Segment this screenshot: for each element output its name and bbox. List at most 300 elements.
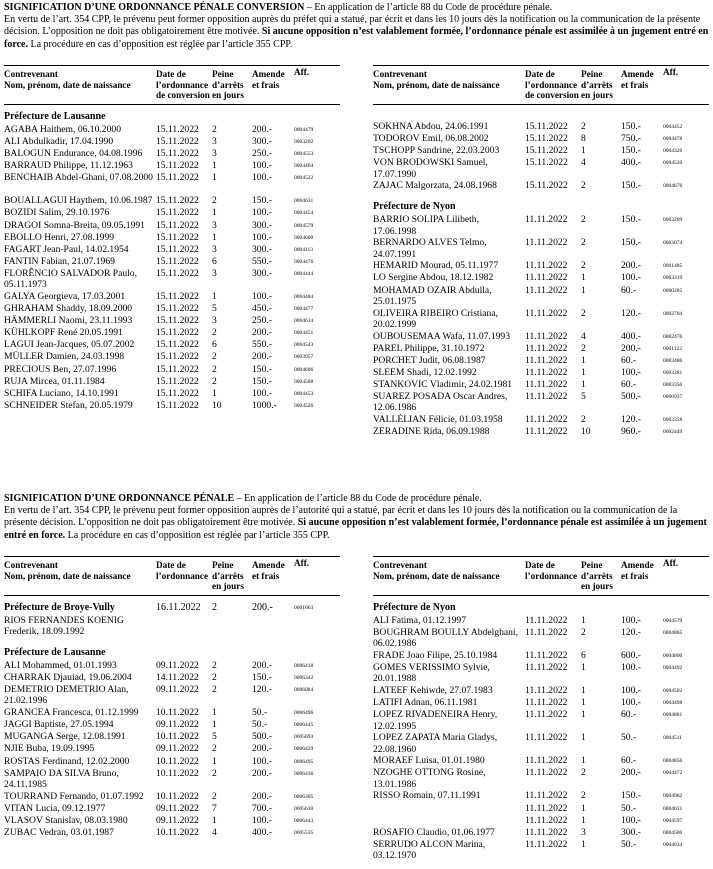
- fine-amount: 200.-: [252, 602, 273, 613]
- case-number: 0000285: [663, 287, 683, 294]
- table-row: [4, 232, 340, 244]
- table-row: [373, 627, 709, 650]
- header-aff: Aff.: [663, 558, 679, 568]
- fine-amount: 120.-: [252, 684, 272, 696]
- days-arrest: 1: [581, 354, 586, 366]
- table-body: [4, 596, 340, 839]
- fine-amount: 200.-: [621, 260, 641, 272]
- table-column-left: [4, 556, 340, 839]
- table-row: [373, 214, 709, 237]
- case-number: 0005535: [294, 829, 314, 836]
- table-row: [373, 391, 709, 414]
- notice-bold-warning: Si aucune opposition n’est valablement formée, l’ordonnance pénale est assimilée à un jugement entré en force.: [4, 517, 707, 541]
- order-date: 11.11.2022: [525, 272, 568, 284]
- header-aff: Aff.: [663, 67, 679, 77]
- prefecture-heading: [4, 111, 340, 124]
- order-date: 15.11.2022: [525, 157, 568, 169]
- notice-paragraph: En vertu de l’art. 354 CPP, le prévenu peut former opposition auprès de l’autorité qui a statué, par écrit et dans les 10 jours dès la notification ou la communication de la présente décision. L’opposition ne doit pas obligatoirement être motivée.: [4, 505, 678, 529]
- fine-amount: 750.-: [621, 133, 641, 145]
- header-name: Contrevenant Nom, prénom, date de naissance: [373, 560, 500, 581]
- fine-amount: 100.-: [621, 685, 641, 697]
- offender-name: FANTIN Fabian, 21.07.1969: [4, 255, 115, 267]
- fine-amount: 150.-: [621, 237, 641, 249]
- days-arrest: 2: [581, 790, 586, 802]
- case-number: 0006496: [294, 710, 314, 717]
- order-date: 15.11.2022: [156, 290, 199, 302]
- case-number: 0004597: [663, 817, 683, 824]
- order-date: 11.11.2022: [525, 414, 568, 426]
- days-arrest: 6: [212, 255, 217, 267]
- order-date: 11.11.2022: [525, 615, 568, 626]
- order-date: 11.11.2022: [525, 826, 568, 838]
- order-date: 15.11.2022: [156, 399, 199, 411]
- offender-name: BENCHAIB Abdel-Ghani, 07.08.2000: [4, 172, 153, 184]
- fine-amount: 200.-: [252, 743, 272, 755]
- days-arrest: 1: [581, 685, 586, 697]
- table-body: [373, 596, 709, 862]
- order-date: 11.11.2022: [525, 378, 568, 390]
- fine-amount: 120.-: [621, 307, 641, 319]
- days-arrest: 1: [581, 145, 586, 157]
- days-arrest: 3: [581, 826, 586, 838]
- case-number: 0006443: [294, 817, 314, 824]
- order-date: 11.11.2022: [525, 685, 568, 697]
- order-date: 15.11.2022: [525, 145, 568, 157]
- table-row: [373, 685, 709, 697]
- case-number: 0003957: [294, 354, 314, 361]
- offender-name: OUBOUSEMAA Wafa, 11.07.1993: [373, 330, 511, 342]
- table-row: [4, 291, 340, 303]
- table-row: [373, 827, 709, 839]
- order-date: 11.11.2022: [525, 697, 568, 709]
- case-number: 0004520: [663, 160, 683, 167]
- days-arrest: 5: [212, 303, 217, 315]
- days-arrest: 1: [581, 732, 586, 744]
- days-arrest: 2: [212, 743, 217, 755]
- table-row: [373, 650, 709, 662]
- prefecture-name: Préfecture de Lausanne: [4, 647, 106, 658]
- case-number: 0000937: [663, 394, 683, 401]
- table-column-right: [373, 556, 709, 862]
- order-date: 15.11.2022: [525, 121, 568, 132]
- table-header: [373, 66, 709, 105]
- order-date: 11.11.2022: [525, 650, 568, 662]
- table-row: [373, 839, 709, 862]
- offender-name: BOUGHRAM BOULLY Abdelghani, 06.02.1986: [373, 627, 518, 650]
- order-date: 11.11.2022: [525, 354, 568, 366]
- days-arrest: 2: [212, 124, 217, 135]
- fine-amount: 500.-: [252, 731, 272, 743]
- offender-name: MOHAMAD OZAIR Abdulla, 25.01.1975: [373, 284, 492, 307]
- case-number: 0002704: [663, 310, 683, 317]
- order-date: 11.11.2022: [525, 627, 568, 639]
- offender-name: LATEEF Kehiwde, 27.07.1983: [373, 685, 493, 697]
- case-number: 0004472: [663, 770, 683, 777]
- days-arrest: 4: [581, 157, 586, 169]
- table-row: [4, 731, 340, 743]
- table-row: [373, 355, 709, 367]
- table-row: [4, 827, 340, 839]
- fine-amount: 60.-: [621, 284, 637, 296]
- order-date: 11.11.2022: [525, 342, 568, 354]
- case-number: 0006342: [294, 675, 314, 682]
- header-peine: Peine d’arrêts en jours: [581, 69, 613, 100]
- table-row: [373, 414, 709, 426]
- table-header: [4, 557, 340, 596]
- order-date: 11.11.2022: [525, 366, 568, 378]
- fine-amount: 120.-: [621, 627, 641, 639]
- table-row: [4, 815, 340, 827]
- offender-name: LOPEZ RIVADENEIRA Henry, 12.02.1995: [373, 709, 498, 732]
- fine-amount: 100.-: [621, 662, 641, 674]
- fine-amount: 100.-: [252, 814, 272, 826]
- table-row: [4, 660, 340, 672]
- table-row: [373, 815, 709, 827]
- case-number: 0002449: [663, 429, 683, 436]
- days-arrest: 1: [581, 697, 586, 709]
- order-date: 11.11.2022: [525, 790, 568, 802]
- days-arrest: 1: [581, 709, 586, 721]
- table-row: [373, 260, 709, 272]
- days-arrest: 1: [212, 172, 217, 184]
- prefecture-name: Préfecture de Nyon: [373, 201, 456, 213]
- table-row: [373, 426, 709, 438]
- case-number: 0004962: [663, 793, 683, 800]
- prefecture-heading: [373, 602, 709, 615]
- days-arrest: 1: [212, 387, 217, 399]
- fine-amount: 200.-: [252, 327, 272, 339]
- offender-name: STANKOVIC Vladimir, 24.02.1981: [373, 378, 513, 390]
- order-date: 15.11.2022: [156, 351, 199, 363]
- fine-amount: 100.-: [252, 172, 272, 184]
- offender-name: DRAGOI Somna-Breita, 09.05.1991: [4, 219, 145, 231]
- order-date: 11.11.2022: [525, 330, 568, 342]
- table-row: [373, 709, 709, 732]
- fine-amount: 120.-: [621, 414, 641, 426]
- order-date: 11.11.2022: [525, 307, 568, 319]
- fine-amount: 100.-: [252, 290, 272, 302]
- table-row: [4, 707, 340, 719]
- prefecture-name: Préfecture de Nyon: [373, 602, 456, 613]
- case-number: 0004579: [294, 222, 314, 229]
- table-row: [373, 308, 709, 331]
- days-arrest: 2: [212, 684, 217, 696]
- table-row: [373, 121, 709, 133]
- order-date: 15.11.2022: [156, 387, 199, 399]
- header-amount: Amende et frais: [252, 69, 285, 90]
- order-date: 11.11.2022: [525, 662, 568, 674]
- header-date: Date de l’ordonnance: [525, 560, 578, 581]
- case-number: 0004453: [294, 390, 314, 397]
- case-number: 0004588: [294, 378, 314, 385]
- order-date: 16.11.2022: [156, 602, 201, 613]
- days-arrest: 1: [581, 814, 586, 826]
- days-arrest: 2: [212, 363, 217, 375]
- fine-amount: 100.-: [252, 207, 272, 219]
- table-header: [4, 66, 340, 105]
- days-arrest: 2: [581, 767, 586, 779]
- case-number: 0004479: [294, 127, 314, 133]
- offender-name: JAGGI Baptiste, 27.05.1994: [4, 719, 114, 731]
- fine-amount: 200.-: [621, 342, 641, 354]
- fine-amount: 200.-: [621, 767, 641, 779]
- notice-intro: [4, 2, 709, 51]
- days-arrest: 2: [212, 767, 217, 779]
- offender-name: LATIFI Adnan, 06.11.1981: [373, 697, 478, 709]
- case-number: 0003209: [663, 217, 683, 224]
- offender-name: HEMARID Mourad, 05.11.1977: [373, 260, 499, 272]
- offender-name: ALI Mohammed, 01.01.1993: [4, 660, 117, 671]
- header-name: Contrevenant Nom, prénom, date de naissance: [4, 69, 131, 90]
- order-date: 15.11.2022: [156, 195, 199, 207]
- header-date: Date de l’ordonnance: [156, 560, 209, 581]
- order-date: 11.11.2022: [525, 802, 568, 814]
- offender-name: CHARRAK Djauiad, 19.06.2004: [4, 672, 132, 684]
- case-number: 0004113: [294, 246, 314, 253]
- order-date: 15.11.2022: [156, 303, 199, 315]
- order-date: 15.11.2022: [156, 315, 199, 327]
- order-date: 11.11.2022: [525, 814, 568, 826]
- case-number: 0006436: [294, 770, 314, 777]
- offender-name: OLIVEIRA RIBEIRO Cristiana, 20.02.1999: [373, 307, 498, 330]
- offender-name: FAGART Jean-Paul, 14.02.1954: [4, 243, 129, 255]
- days-arrest: 1: [581, 615, 586, 626]
- days-arrest: 2: [212, 672, 217, 684]
- case-number: 0006429: [294, 746, 314, 753]
- days-arrest: 1: [581, 284, 586, 296]
- table-row: [373, 133, 709, 145]
- case-number: 0004614: [294, 318, 314, 325]
- table-row: [373, 732, 709, 755]
- offender-name: VLASOV Stanislav, 08.03.1980: [4, 814, 128, 826]
- table-header: [373, 557, 709, 596]
- fine-amount: 150.-: [621, 214, 641, 226]
- table-row: [4, 364, 340, 376]
- header-aff: Aff.: [294, 558, 310, 568]
- table-row: [373, 697, 709, 709]
- case-number: 0004579: [663, 618, 683, 624]
- table-row: [4, 719, 340, 731]
- table-row: [4, 791, 340, 803]
- case-number: 0004606: [294, 366, 314, 373]
- days-arrest: 1: [212, 814, 217, 826]
- days-arrest: 6: [581, 650, 586, 662]
- fine-amount: 1000.-: [252, 399, 277, 411]
- notice-bold-warning: Si aucune opposition n’est valablement formée, l’ordonnance pénale est assimilée à un jugement entré en force.: [4, 26, 709, 50]
- days-arrest: 3: [212, 148, 217, 160]
- table-row: [4, 615, 340, 638]
- fine-amount: 700.-: [252, 802, 272, 814]
- table-row: [4, 768, 340, 791]
- notice-title: SIGNIFICATION D’UNE ORDONNANCE PÉNALE: [4, 493, 235, 504]
- offender-name: PAREL Philippe, 31.10.1972: [373, 342, 485, 354]
- order-date: 09.11.2022: [156, 660, 199, 671]
- case-number: 0001663: [294, 605, 314, 611]
- order-date: 15.11.2022: [525, 133, 568, 145]
- offender-name: MÜLLER Damien, 24.03.1998: [4, 351, 125, 363]
- fine-amount: 50.-: [621, 802, 637, 814]
- case-number: 0006495: [294, 758, 314, 765]
- offender-name: SLEEM Shadi, 12.02.1992: [373, 366, 477, 378]
- prefecture-name: Préfecture de Broye-Vully: [4, 602, 115, 613]
- fine-amount: 100.-: [252, 387, 272, 399]
- fine-amount: 100.-: [621, 615, 641, 626]
- fine-amount: 300.-: [621, 826, 641, 838]
- days-arrest: 1: [581, 662, 586, 674]
- header-peine: Peine d’arrêts en jours: [212, 69, 244, 100]
- table-row: [373, 615, 709, 627]
- order-date: 11.11.2022: [525, 214, 568, 226]
- table-row: [373, 331, 709, 343]
- table-row: [373, 157, 709, 180]
- offender-name: LOPEZ ZAPATA Maria Gladys, 22.08.1960: [373, 732, 498, 755]
- table-row: [373, 662, 709, 685]
- days-arrest: 2: [581, 414, 586, 426]
- offender-name: TSCHOPP Sandrine, 22.03.2003: [373, 145, 500, 157]
- fine-amount: 300.-: [252, 243, 272, 255]
- days-arrest: 4: [581, 330, 586, 342]
- case-number: 0004865: [663, 630, 683, 637]
- order-date: 09.11.2022: [156, 719, 199, 731]
- case-number: 0004326: [663, 148, 683, 155]
- days-arrest: 10: [212, 399, 222, 411]
- table-row: [373, 272, 709, 284]
- fine-amount: 960.-: [621, 426, 641, 438]
- table-row: [373, 790, 709, 802]
- fine-amount: 100.-: [252, 231, 272, 243]
- table-row: [4, 303, 340, 315]
- order-date: 14.11.2022: [156, 672, 199, 684]
- case-number: 0004454: [294, 210, 314, 217]
- offender-name: GOMES VERISSIMO Sylvie, 20.01.1988: [373, 662, 490, 685]
- fine-amount: 450.-: [252, 303, 272, 315]
- order-date: 15.11.2022: [525, 180, 568, 192]
- order-date: 15.11.2022: [156, 375, 199, 387]
- header-peine: Peine d’arrêts en jours: [212, 560, 244, 591]
- offender-name: SUAREZ POSADA Oscar Andres, 12.06.1986: [373, 391, 508, 414]
- offender-name: NJIE Buba, 19.09.1995: [4, 743, 95, 755]
- order-date: 11.11.2022: [525, 284, 568, 296]
- case-number: 0004800: [663, 653, 683, 660]
- table-row: [4, 148, 340, 160]
- table-row: [4, 195, 340, 207]
- days-arrest: 1: [212, 755, 217, 767]
- table-row: [4, 339, 340, 351]
- offender-name: GRANCEA Francesca, 01.12.1999: [4, 707, 139, 719]
- table-row: [4, 327, 340, 339]
- offender-name: KÜHLKOPF René 20.05.1991: [4, 327, 123, 339]
- table-row: [4, 672, 340, 684]
- case-number: 0004511: [663, 735, 683, 742]
- days-arrest: 2: [581, 237, 586, 249]
- case-number: 0004444: [294, 270, 314, 277]
- fine-amount: 60.-: [621, 755, 637, 767]
- case-number: 0004478: [663, 136, 683, 143]
- offender-name: VITAN Lucia, 09.12.1977: [4, 802, 106, 814]
- fine-amount: 150.-: [252, 375, 272, 387]
- case-number: 0004492: [663, 665, 683, 672]
- days-arrest: 3: [212, 136, 217, 148]
- fine-amount: 150.-: [621, 145, 641, 157]
- fine-amount: 400.-: [621, 330, 641, 342]
- case-number: 0004861: [663, 712, 683, 719]
- table-row: [4, 160, 340, 172]
- order-date: 11.11.2022: [525, 755, 568, 767]
- table-column-right: [373, 65, 709, 438]
- offender-name: DEMETRIO DEMETRIO Alan, 21.02.1996: [4, 684, 129, 707]
- prefecture-name: Préfecture de Lausanne: [4, 111, 106, 122]
- order-date: 09.11.2022: [156, 684, 199, 696]
- fine-amount: 50.-: [252, 707, 268, 719]
- table-row: [4, 207, 340, 219]
- header-amount: Amende et frais: [252, 560, 285, 581]
- days-arrest: 10: [581, 426, 591, 438]
- offender-name: ALI Fatima, 01.12.1997: [373, 615, 466, 626]
- order-date: 15.11.2022: [156, 339, 199, 351]
- days-arrest: 2: [581, 342, 586, 354]
- days-arrest: 4: [212, 826, 217, 838]
- days-arrest: 2: [581, 307, 586, 319]
- offender-name: ROSAFIO Claudio, 01.06.1977: [373, 826, 495, 838]
- days-arrest: 1: [581, 378, 586, 390]
- days-arrest: 3: [212, 315, 217, 327]
- table-row: [4, 743, 340, 755]
- fine-amount: 100.-: [621, 366, 641, 378]
- fine-amount: 100.-: [252, 160, 272, 172]
- case-number: 0004634: [663, 841, 683, 848]
- fine-amount: 60.-: [621, 354, 637, 366]
- case-number: 0004464: [294, 163, 314, 170]
- case-number: 0005693: [294, 734, 314, 741]
- order-date: 15.11.2022: [156, 267, 199, 279]
- days-arrest: 2: [581, 627, 586, 639]
- table-body: [373, 105, 709, 438]
- table-row: [4, 124, 340, 136]
- offender-name: MUGANGA Serge, 12.08.1991: [4, 731, 126, 743]
- offender-name: VALLÉLIAN Félicie, 01.03.1958: [373, 414, 503, 426]
- case-number: 0003319: [663, 275, 683, 282]
- days-arrest: 2: [212, 351, 217, 363]
- offender-name: AGABA Haithem, 06.10.2000: [4, 124, 121, 135]
- table-row: [373, 367, 709, 379]
- case-number: 0004856: [663, 758, 683, 765]
- notice-tail: La procédure en cas d’opposition est réglée par l’article 355 CPP.: [30, 38, 293, 50]
- table-row: [373, 803, 709, 815]
- case-number: 0006418: [294, 663, 314, 669]
- offender-name: ROSTAS Ferdinand, 12.02.2000: [4, 755, 130, 767]
- order-date: 15.11.2022: [156, 172, 199, 184]
- prefecture-heading: [4, 647, 340, 660]
- days-arrest: 1: [212, 707, 217, 719]
- table-row: [4, 315, 340, 327]
- offender-name: BOZIDI Salim, 29.10.1976: [4, 207, 110, 219]
- case-number: 0004477: [294, 306, 314, 313]
- header-date: Date de l’ordonnance de conversion: [525, 69, 579, 100]
- offender-name: SAMPAIO DA SILVA Bruno, 24.11.1985: [4, 767, 119, 790]
- prefecture-heading: [4, 602, 340, 615]
- offender-name: RIOS FERNANDES KOENIG Frederik, 18.09.1992: [4, 615, 124, 638]
- fine-amount: 400.-: [621, 157, 641, 169]
- table-row: [373, 343, 709, 355]
- order-date: 15.11.2022: [156, 363, 199, 375]
- days-arrest: 1: [581, 802, 586, 814]
- days-arrest: 2: [581, 121, 586, 132]
- days-arrest: 2: [581, 214, 586, 226]
- case-number: 0005610: [294, 805, 314, 812]
- header-name: Contrevenant Nom, prénom, date de naissance: [373, 69, 500, 90]
- header-aff: Aff.: [294, 67, 310, 77]
- order-date: 15.11.2022: [156, 207, 199, 219]
